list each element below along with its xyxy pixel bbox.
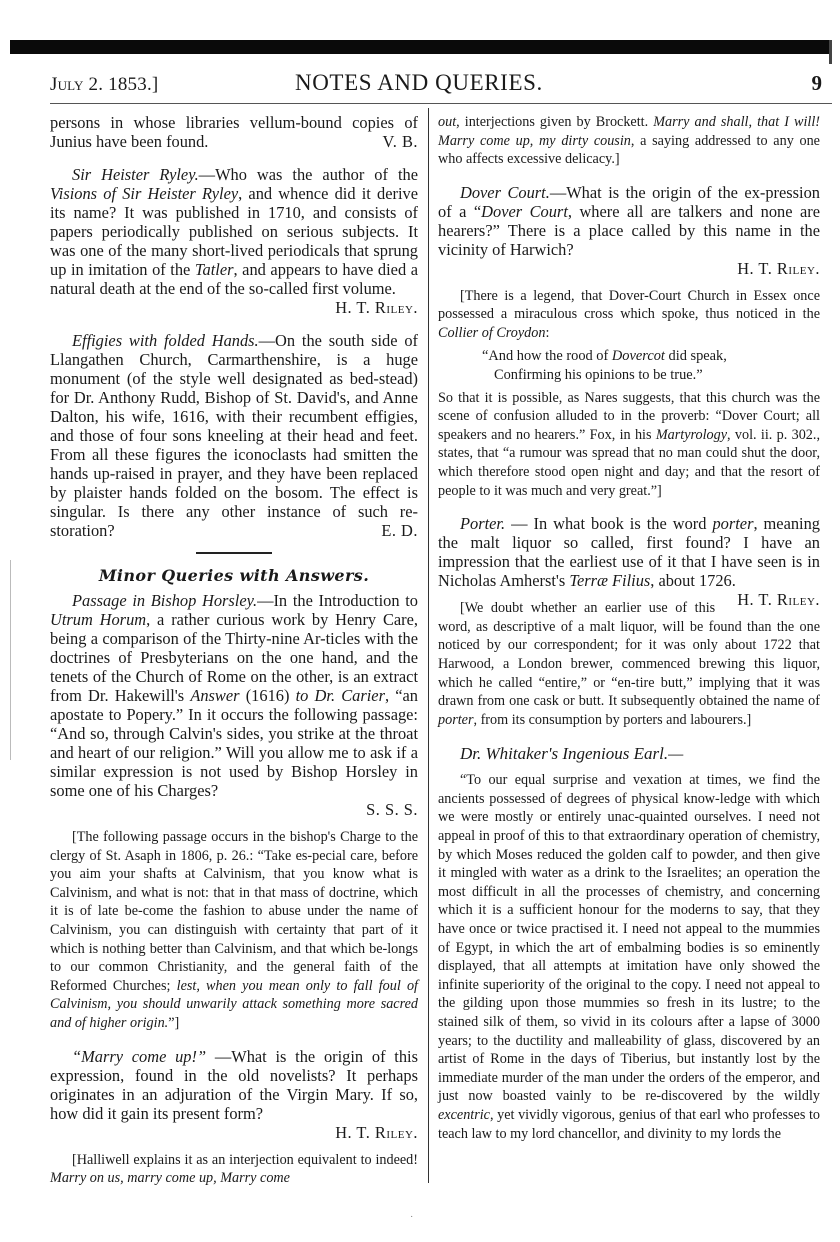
answer-bishop-horsley [50, 828, 418, 1033]
verse-line-2: Confirming his opinions to be true.” [494, 366, 703, 383]
text: “To our equal surprise and vexation at times, we find the ancients possessed of degrees of physical know-ledge with which we were mostly or entirely unac-quainted ourselves. I need not appeal in proof of this to that extraordinary operation of chemistry, by which Moses reduced the golden calf to powder, and then give it mingled with water as a drink to the Israelites; an operation the most difficult in all the processes of chemistry, and concerning which it is a sufficient honour for the moderns to say, that they have once or twice practised it. I need not appeal to the mummies of Egypt, in which the art of embalming bodies is so eminently displayed, that all attempts at imitation have only showed the infinite superiority of the original to the copy. I need not appeal to the gilding upon those mummies so fresh in its lustre; to the stained silk of them, so vivid in its colours after a lapse of 3000 years; to the ductility and malleability of glass, discovered by an artist of Rome in the days of Tiberius, but instantly lost by the immediate murder of the man under the orders of the emperor, and just now boasted vainly to be re-discovered by the wildly [438, 772, 820, 1105]
query-effigies [50, 331, 418, 540]
query-dr-whitaker: Dr. Whitaker's Ingenious Earl.— [460, 744, 684, 764]
text: On the south side of Llangathen Church, Carmarthenshire, is a huge monument (of the style well designated as bed-stead) for Dr. Anthony Rudd, Bishop of St. David's, and Anne Dalton, his wife, 1616, with their recumbent effigies, and those of four sons kneeling at their head and feet. From all these figures the iconoclasts had smitten the hands up-raised in prayer, and they have been replaced by plaister hands folded on the bosom. The effect is singular. Is there any other instance of such re-storation? [50, 331, 418, 540]
query-title: Sir Heister Ryley. [72, 165, 199, 184]
text: In what book is the word [533, 514, 713, 534]
text: [Halliwell explains it as an interjection equivalent to indeed! [72, 1151, 418, 1168]
work-title: Utrum Horum [50, 610, 147, 629]
text: [There is a legend, that Dover-Court Church in Essex once possessed a miraculous cross which spoke, thus noticed in the [438, 287, 820, 323]
quoted-italic: Marry come up, my dirty cousin [438, 132, 631, 149]
text: What is the origin of the ex-pression of a “ [438, 182, 820, 221]
work-title: to Dr. Carier [295, 686, 385, 705]
right-column [438, 113, 820, 1143]
whitaker-quotation [438, 771, 820, 1143]
work-title: Answer [190, 686, 240, 705]
query-porter [438, 514, 820, 610]
page-number: 9 [811, 71, 822, 95]
quoted-italic: Dover Court [481, 201, 568, 221]
text: , where all are talkers and none are hearers?” There is a place called by this name in the vicinity of Harwich? [438, 201, 820, 259]
dash: — [206, 1046, 232, 1066]
work-title: Martyrology [655, 426, 728, 443]
section-rule [196, 552, 272, 554]
scan-edge-shadow [10, 560, 11, 760]
continuation-text: persons in whose libraries vellum-bound copies of Junius have been found. [50, 113, 418, 151]
scan-speck: ˙ [410, 1215, 414, 1226]
text: What is the origin of this expression, found in the old novelists? It perhaps originates in an adjuration of the Virgin Mary. If so, how did it gain its present form? [50, 1046, 418, 1123]
quoted-italic: porter [438, 711, 474, 728]
text: : [545, 324, 550, 341]
text: , a rather curious work by Henry Care, being a comparison of the Thirty-nine Ar-ticles with the doctrines of Presbyterians on the one hand, and the tenets of the Church of Rome on the other, is an extract from Dr. Hakewill's [50, 610, 418, 705]
verse-quotation [438, 347, 820, 385]
text: [The following passage occurs in the bishop's Charge to the clergy of St. Asaph in 1806, p. 26.: “Take es-pecial care, before you aim your shafts at Calvinism, that you know what is Calvinism, and what is not: that in that mass of doctrine, which it is of late be-come the fashion to abuse under the name of Calvinism, you can distinguish with certainty that part of it which is nothing better than Calvinism, and that which be-longs to our common Christianity, and the general faith of the Reformed Churches; [50, 829, 418, 994]
junius-continuation [50, 113, 418, 151]
work-title: Collier of Croydon [438, 324, 546, 341]
quoted-italic: excentric [438, 1106, 490, 1123]
query-title: Porter. [460, 514, 506, 534]
text: Who was the author of the [215, 165, 418, 184]
signature-riley: H. T. Riley. [335, 1122, 418, 1142]
left-column [50, 113, 418, 1188]
text: , and appears to have died a natural death at the end of the so-called first volume. [50, 260, 418, 298]
header-rule [50, 103, 832, 104]
work-title: Tatler [194, 260, 234, 279]
verse-line-1 [482, 348, 727, 364]
query-title: Dover Court. [460, 182, 550, 202]
text: So that it is possible, as Nares suggests, that this church was the scene of confusion alluded to in the proverb: “Dover Court; all speakers and no hearers.” Fox, in his [438, 389, 820, 443]
text: , from its consumption by porters and labourers.] [473, 711, 752, 728]
query-dover-court [438, 183, 820, 259]
work-title: Visions of Sir Heister Ryley [50, 184, 239, 203]
signature-vb: V. B. [382, 132, 418, 151]
quoted-italic: Dovercot [611, 347, 665, 364]
page-edge-mark [829, 40, 832, 64]
query-title: “Marry come up!” [72, 1046, 207, 1066]
text: , meaning the malt liquor so called, first found? I have an impression that the earliest use of it that I have seen is in Nicholas Amherst's [438, 514, 820, 591]
answer-dover-court-continued [438, 389, 820, 501]
issue-date: July 2. 1853.] [50, 74, 159, 95]
dash: — [258, 331, 276, 350]
query-bishop-horsley [50, 591, 418, 800]
query-title: Effigies with folded Hands. [72, 331, 259, 350]
quoted-italic: porter [712, 514, 754, 534]
text: (1616) [239, 686, 296, 705]
answer-porter [438, 599, 820, 729]
query-title: Passage in Bishop Horsley. [72, 591, 258, 610]
text: , yet vividly vigorous, genius of that earl who professes to teach law to my lord chancellor, and divinity to my lords the [438, 1106, 820, 1142]
text: ”] [168, 1014, 180, 1031]
text: , and whence did it derive its name? It was published in 1710, and consists of papers periodically published on serious subjects. It was one of the many short-lived periodicals that sprung up in imitation of the [50, 184, 418, 279]
text: , “an apostate to Popery.” In it occurs the following passage: “And so, through Calvin's sides, you strike at the throat and heart of our religion.” Will you allow me to ask if a similar expression is not used by Bishop Horsley in some one of his Charges? [50, 686, 418, 800]
signature-riley: H. T. Riley. [335, 298, 418, 317]
signature-riley: H. T. Riley. [737, 258, 820, 278]
text: In the Introduction to [273, 591, 418, 610]
query-sir-heister-ryley [50, 165, 418, 298]
text: [We doubt whether an earlier use of this word, as descriptive of a malt liquor, will be found than the one noticed by our correspondent; for it was only about 1722 that Harwood, a London brewer, commenced brewing this liquor, which he called “entire,” or “en-tire butt,” implying that it was drawn from one cask or butt. It subsequently obtained the name of [438, 600, 820, 710]
text: , about 1726. [650, 571, 736, 591]
dash: — [505, 514, 534, 534]
quoted-italic: Marry and shall, that I will! [653, 114, 820, 130]
running-head [0, 68, 840, 100]
text: , a saying addressed to any one who affects excessive delicacy.] [438, 132, 820, 168]
quoted-italic: lest, when you mean only to fall foul of Calvinism, you should unwarily attack something more sacred and of higher origin. [50, 977, 418, 1031]
quoted-italic: out [438, 114, 457, 130]
answer-marry-come-up-continued [438, 113, 820, 169]
signature-riley: H. T. Riley. [737, 590, 820, 610]
dash: — [257, 591, 274, 610]
signature-ed: E. D. [381, 521, 418, 540]
signature-sss: S. S. S. [366, 800, 418, 819]
text: , interjections given by Brockett. [456, 114, 654, 130]
section-heading-minor-queries: Minor Queries with Answers. [98, 566, 370, 585]
text: did speak, [664, 347, 727, 364]
answer-dover-court [438, 287, 820, 343]
query-marry-come-up [50, 1047, 418, 1123]
quoted-italic: Marry on us, marry come up, Marry come [50, 1170, 290, 1187]
text: , vol. ii. p. 302., states, that “a rumour was spread that no man could shut the door, which therefore stood open night and day; and that the resort of people to it was much and very great.”] [438, 426, 820, 499]
dash: — [198, 165, 216, 184]
answer-marry-come-up [50, 1151, 418, 1188]
dash: — [549, 182, 567, 202]
top-black-bar [10, 40, 830, 54]
text: “And how the rood of [482, 347, 612, 364]
column-divider [428, 108, 429, 1183]
work-title: Terræ Filius [569, 571, 651, 591]
journal-title: NOTES AND QUERIES. [295, 70, 543, 95]
